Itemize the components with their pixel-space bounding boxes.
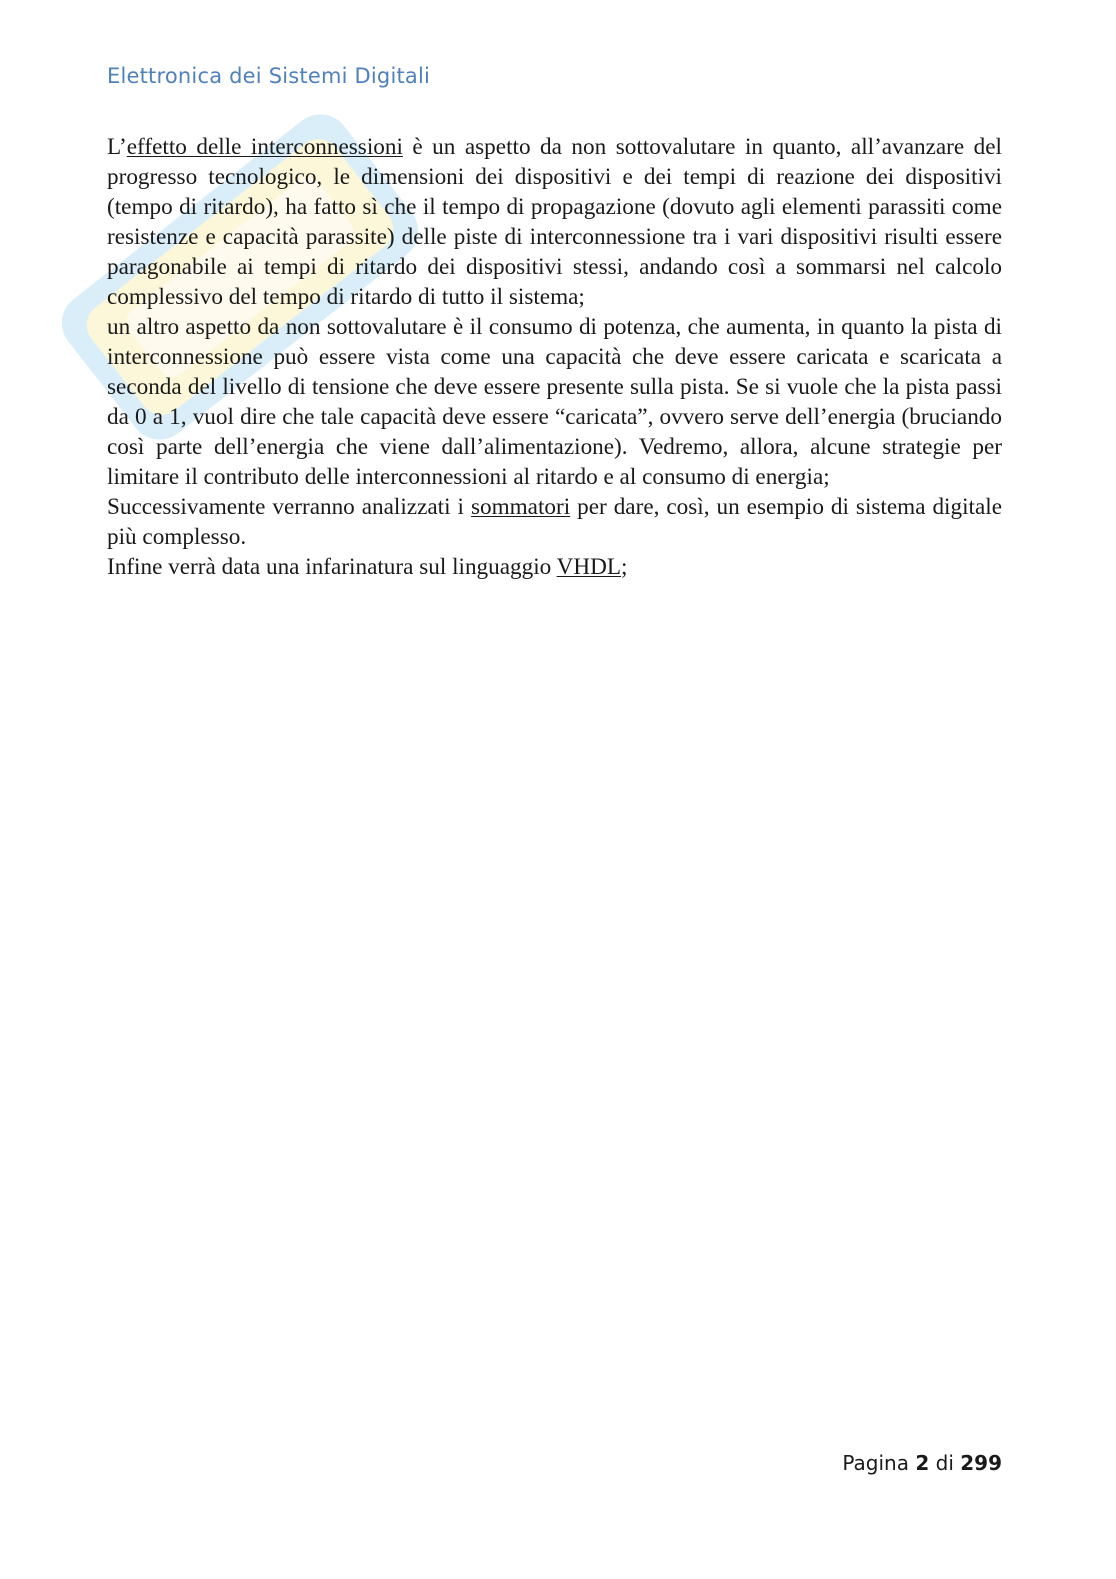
paragraph-text: L’: [107, 134, 127, 160]
page-body: [107, 132, 1002, 582]
running-header: Elettronica dei Sistemi Digitali: [107, 64, 431, 88]
paragraph-text: per dare, così, un esempio di sistema digitale più complesso.: [107, 494, 1002, 550]
current-page: 2: [915, 1451, 930, 1475]
link-sommatori[interactable]: sommatori: [470, 494, 571, 520]
paragraph-interconnections: [107, 132, 1002, 312]
paragraph-text: Successivamente verranno analizzati i: [107, 494, 471, 520]
page-label: Pagina: [842, 1451, 909, 1475]
total-pages: 299: [960, 1451, 1002, 1475]
paragraph-text: Infine verrà data una infarinatura sul linguaggio: [107, 554, 557, 580]
page-number: [842, 1451, 1002, 1475]
paragraph-vhdl: [107, 552, 1002, 582]
paragraph-text: ;: [621, 554, 628, 580]
page-separator: di: [935, 1451, 954, 1475]
paragraph-text: è un aspetto da non sottovalutare in quanto, all’avanzare del progresso tecnologico, le dimensioni dei dispositivi e dei tempi di reazione dei dispositivi (tempo di ritardo), ha fatto sì che il tempo di propagazione (dovuto agli elementi parassiti come resistenze e capacità parassite) delle piste di interconnessione tra i vari dispositivi risulti essere paragonabile ai tempi di ritardo dei dispositivi stessi, andando così a sommarsi nel calcolo complessivo del tempo di ritardo di tutto il sistema;: [107, 134, 1003, 310]
paragraph-adders: [107, 492, 1002, 552]
link-vhdl[interactable]: VHDL: [556, 554, 622, 580]
paragraph-power: un altro aspetto da non sottovalutare è il consumo di potenza, che aumenta, in quanto la pista di interconnessione può essere vista come una capacità che deve essere caricata e scaricata a seconda del livello di tensione che deve essere presente sulla pista. Se si vuole che la pista passi da 0 a 1, vuol dire che tale capacità deve essere “caricata”, ovvero serve dell’energia (bruciando così parte dell’energia che viene dall’alimentazione). Vedremo, allora, alcune strategie per limitare il contributo delle interconnessioni al ritardo e al consumo di energia;: [107, 314, 1002, 490]
link-effetto-interconnessioni[interactable]: effetto delle interconnessioni: [126, 134, 403, 160]
